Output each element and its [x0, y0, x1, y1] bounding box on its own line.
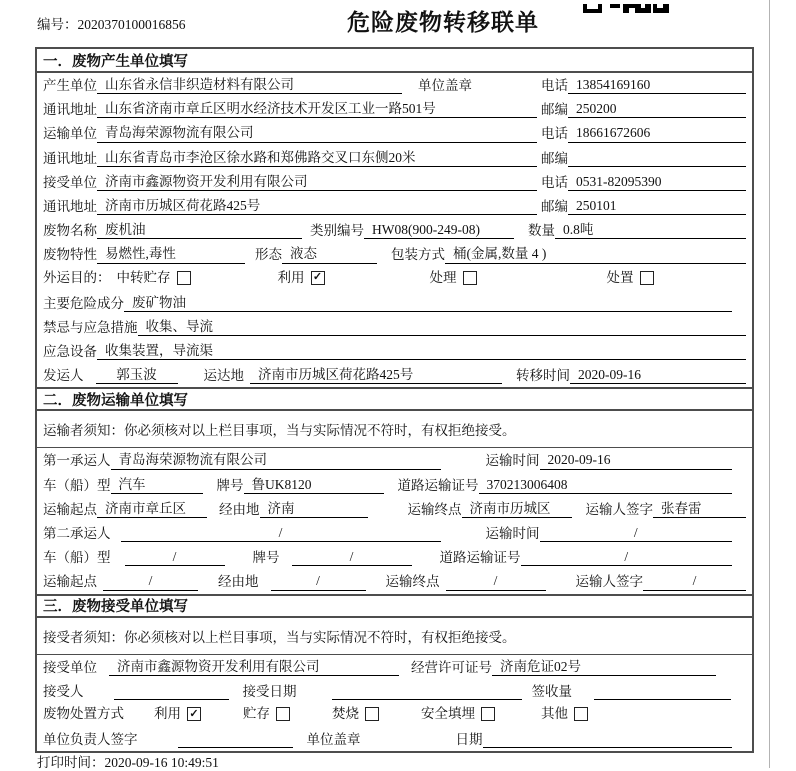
start1-field: 济南市章丘区 [97, 501, 207, 518]
phone1-label: 电话 [541, 78, 568, 93]
transporter-unit-field: 青岛海荣源物流有限公司 [97, 125, 537, 142]
receiver-unit-field: 济南市鑫源物资开发利用有限公司 [97, 174, 537, 191]
license-field: 济南危证02号 [492, 659, 716, 676]
traits-field: 易燃性,毒性 [97, 246, 245, 263]
date-label: 日期 [455, 732, 483, 748]
section3-header: 三．废物接受单位填写 [37, 594, 752, 618]
row-carrier2 [37, 521, 752, 545]
row-generator-unit [37, 73, 752, 97]
plate2-field: / [292, 549, 412, 566]
qr-code-fragment [583, 0, 669, 9]
row-transporter-address [37, 146, 752, 170]
print-time-label: 打印时间： [37, 755, 105, 770]
via1-label: 经由地 [219, 501, 260, 517]
license-label: 经营许可证号 [411, 659, 492, 675]
row-receiver-address [37, 194, 752, 218]
form-field: 液态 [282, 246, 377, 263]
road-permit2-label: 道路运输证号 [439, 550, 521, 566]
transporter-unit-label: 运输单位 [43, 126, 97, 142]
end1-field: 济南市历城区 [462, 501, 572, 518]
page-title: 危险废物转移联单 [347, 9, 539, 35]
hazard-label: 主要危险成分 [43, 295, 124, 311]
transport-time2-field: / [540, 525, 733, 542]
row-acceptor [37, 679, 752, 703]
zip1-label: 邮编 [541, 102, 568, 118]
vehicle2-label: 车（船）型 [43, 550, 111, 566]
page-right-edge [769, 0, 770, 768]
disposal-use-checkbox: ✓ [187, 707, 201, 721]
accepting-unit-field: 济南市鑫源物资开发利用有限公司 [109, 659, 399, 676]
purpose-treat-label: 处理 [429, 269, 457, 285]
zip1-field: 250200 [568, 101, 746, 118]
address3-field: 济南市历城区荷花路425号 [97, 198, 537, 215]
purpose-transfer-label: 中转贮存 [116, 269, 171, 285]
end1-label: 运输终点 [407, 501, 462, 517]
destination-label: 运达地 [203, 368, 244, 384]
phone3-label: 电话 [541, 174, 568, 190]
plate1-label: 牌号 [216, 477, 244, 493]
transfer-time-field: 2020-09-16 [570, 367, 746, 384]
disposal-store-checkbox [276, 707, 290, 721]
row-taboo-measures [37, 315, 752, 339]
via2-label: 经由地 [218, 574, 259, 590]
acceptor-label: 接受人 [43, 683, 84, 699]
transporter-sign1-field: 张春雷 [653, 501, 746, 518]
disposal-landfill-label: 安全填埋 [421, 705, 475, 721]
address1-label: 通讯地址 [43, 102, 97, 118]
transporter-sign1-label: 运输人签字 [585, 501, 653, 517]
serial-label: 编号： [37, 17, 78, 32]
transfer-time-label: 转移时间 [516, 368, 570, 384]
start2-label: 运输起点 [43, 574, 97, 590]
road-permit2-field: / [521, 549, 733, 566]
zip3-label: 邮编 [541, 198, 568, 214]
via2-field: / [271, 573, 366, 590]
phone1-field: 13854169160 [568, 77, 746, 94]
transport-time1-label: 运输时间 [485, 453, 540, 469]
print-time [37, 751, 219, 771]
shipper-label: 发运人 [43, 368, 84, 384]
generator-unit-field: 山东省永信非织造材料有限公司 [97, 77, 402, 94]
shipper-field: 郭玉波 [96, 367, 178, 384]
purpose-label: 外运目的： [43, 269, 111, 285]
date-field [483, 733, 733, 748]
category-field: HW08(900-249-08) [364, 222, 514, 239]
disposal-burn-label: 焚烧 [332, 705, 359, 721]
responsible-sign-field [178, 733, 293, 748]
disposal-other-checkbox [574, 707, 588, 721]
responsible-sign-label: 单位负责人签字 [43, 732, 138, 748]
purpose-use-checkbox: ✓ [311, 271, 325, 285]
carrier2-label: 第二承运人 [43, 526, 111, 541]
end2-field: / [446, 573, 546, 590]
hazard-field: 废矿物油 [124, 295, 732, 312]
row-route2 [37, 569, 752, 593]
address1-field: 山东省济南市章丘区明水经济技术开发区工业一路501号 [97, 101, 537, 118]
row-vehicle1 [37, 473, 752, 497]
transport-time1-field: 2020-09-16 [540, 452, 733, 469]
acceptor-field [114, 685, 229, 700]
vehicle1-label: 车（船）型 [43, 477, 111, 493]
purpose-dispose-checkbox [640, 271, 654, 285]
form-label: 形态 [255, 247, 282, 263]
vehicle2-field: / [125, 549, 225, 566]
disposal-burn-checkbox [365, 707, 379, 721]
manifest-form [35, 47, 754, 753]
disposal-label: 废物处置方式 [43, 705, 124, 721]
road-permit1-field: 370213006408 [479, 477, 733, 494]
accept-date-label: 接受日期 [242, 683, 297, 699]
address2-label: 通讯地址 [43, 150, 97, 166]
purpose-dispose-label: 处置 [606, 269, 634, 285]
phone3-field: 0531-82095390 [568, 174, 746, 191]
row-route1 [37, 497, 752, 521]
vehicle1-field: 汽车 [111, 477, 203, 494]
packing-field: 桶(金属,数量 4 ) [445, 246, 746, 263]
taboo-label: 禁忌与应急措施 [43, 319, 138, 335]
traits-label: 废物特性 [43, 247, 97, 263]
accept-date-field [332, 685, 522, 700]
phone2-field: 18661672606 [568, 125, 746, 142]
row-shipper [37, 363, 752, 387]
category-label: 类别编号 [310, 223, 364, 239]
transporter-sign2-label: 运输人签字 [575, 574, 643, 590]
zip2-field [568, 152, 746, 167]
row-waste-traits [37, 242, 752, 266]
zip3-field: 250101 [568, 198, 746, 215]
disposal-other-label: 其他 [541, 705, 568, 721]
address2-field: 山东省青岛市李沧区徐水路和郑佛路交叉口东侧20米 [97, 150, 537, 167]
equipment-field: 收集装置，导流渠 [97, 343, 746, 360]
destination-field: 济南市历城区荷花路425号 [250, 367, 502, 384]
disposal-landfill-checkbox [481, 707, 495, 721]
start1-label: 运输起点 [43, 501, 97, 517]
row-responsible-sign [37, 727, 752, 751]
row-vehicle2 [37, 545, 752, 569]
generator-unit-label: 产生单位 [43, 78, 97, 93]
row-carrier1 [37, 448, 752, 472]
receiver-unit-label: 接受单位 [43, 174, 97, 190]
transporter-sign2-field: / [643, 573, 746, 590]
purpose-transfer-checkbox [177, 271, 191, 285]
section2-note: 运输者须知：你必须核对以上栏目事项，当与实际情况不符时，有权拒绝接受。 [37, 411, 752, 448]
accepting-unit-label: 接受单位 [43, 659, 97, 675]
row-generator-address [37, 97, 752, 121]
row-waste-name [37, 218, 752, 242]
unit-seal-label: 单位盖章 [418, 78, 472, 93]
signed-qty-field [594, 685, 731, 700]
section3-note: 接受者须知：你必须核对以上栏目事项，当与实际情况不符时，有权拒绝接受。 [37, 618, 752, 655]
row-hazard-component [37, 291, 752, 315]
row-disposal-method [37, 703, 752, 727]
row-emergency-equipment [37, 339, 752, 363]
phone2-label: 电话 [541, 126, 568, 142]
waste-name-label: 废物名称 [43, 223, 97, 239]
equipment-label: 应急设备 [43, 344, 97, 360]
unit-seal3-label: 单位盖章 [306, 732, 361, 748]
print-time-value: 2020-09-16 10:49:51 [104, 755, 219, 770]
address3-label: 通讯地址 [43, 198, 97, 214]
zip2-label: 邮编 [541, 150, 568, 166]
quantity-field: 0.8吨 [555, 222, 746, 239]
serial-value: 2020370100016856 [77, 17, 186, 32]
via1-field: 济南 [260, 501, 368, 518]
section1-header: 一．废物产生单位填写 [37, 49, 752, 73]
packing-label: 包装方式 [391, 247, 445, 263]
end2-label: 运输终点 [385, 574, 440, 590]
carrier2-field: / [121, 525, 441, 542]
quantity-label: 数量 [528, 223, 555, 239]
row-outbound-purpose [37, 267, 752, 291]
plate1-field: 鲁UK8120 [244, 477, 384, 494]
purpose-use-label: 利用 [277, 269, 305, 285]
disposal-use-label: 利用 [154, 705, 181, 721]
row-receiver-unit [37, 170, 752, 194]
disposal-store-label: 贮存 [243, 705, 270, 721]
purpose-treat-checkbox [463, 271, 477, 285]
row-transporter-unit [37, 121, 752, 145]
road-permit1-label: 道路运输证号 [397, 477, 479, 493]
carrier1-field: 青岛海荣源物流有限公司 [111, 452, 441, 469]
taboo-field: 收集、导流 [138, 319, 747, 336]
signed-qty-label: 签收量 [531, 683, 572, 699]
row-accepting-unit [37, 655, 752, 679]
waste-name-field: 废机油 [97, 222, 302, 239]
transport-time2-label: 运输时间 [485, 526, 540, 541]
start2-field: / [103, 573, 198, 590]
plate2-label: 牌号 [252, 550, 280, 566]
section2-header: 二．废物运输单位填写 [37, 387, 752, 411]
carrier1-label: 第一承运人 [43, 453, 111, 469]
